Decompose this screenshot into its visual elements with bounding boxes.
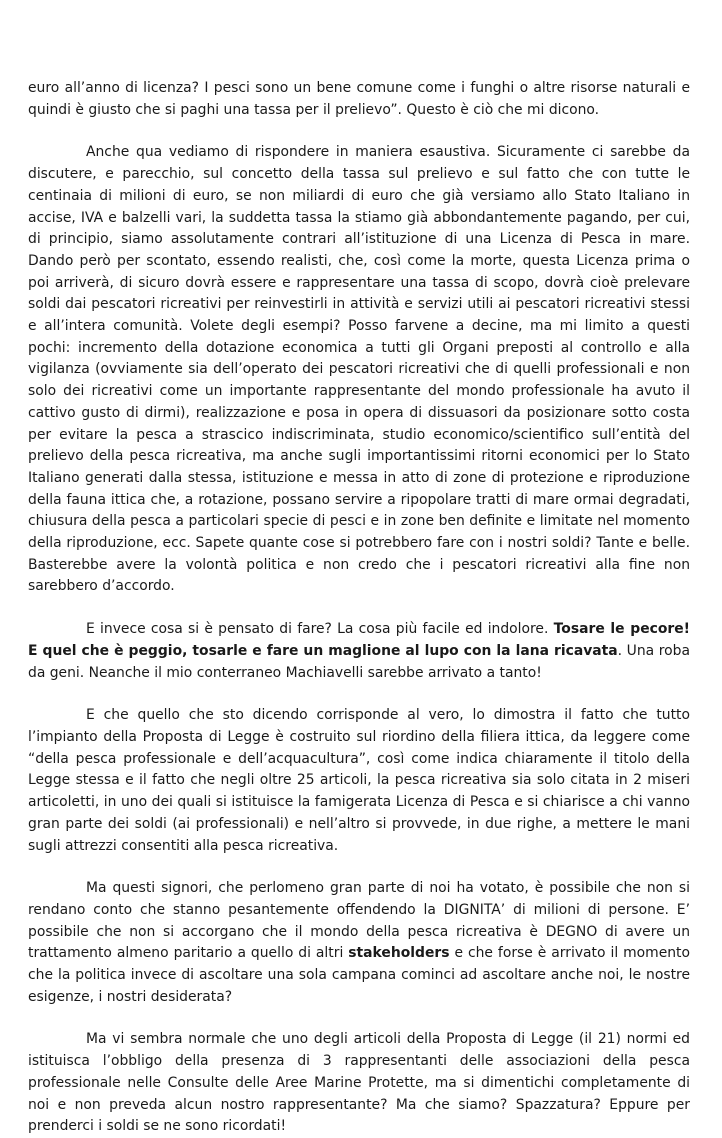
paragraph-p2	[28, 142, 690, 598]
paragraph-p4	[28, 705, 690, 857]
bold-text-run: Tosare le pecore! E quel che è peggio, tosarle e fare un maglione al lupo con la lana ricavata	[28, 621, 691, 659]
text-run: E che quello che sto dicendo corrisponde al vero, lo dimostra il fatto che tutto l’impianto della Proposta di Legge è costruito sul riordino della filiera ittica, da leggere come “della pesca professionale e dell’acquacultura”, così come indica chiaramente il titolo della Legge stessa e il fatto che negli oltre 25 articoli, la pesca ricreativa sia solo citata in 2 miseri articoletti, in uno dei quali si istituisce la famigerata Licenza di Pesca e si chiarisce a chi vanno gran parte dei soldi (ai professionali) e nell’altro si provvede, in due righe, a mettere le mani sugli attrezzi consentiti alla pesca ricreativa.	[28, 707, 690, 854]
text-run: Ma questi signori, che perlomeno gran parte di noi ha votato, è possibile che non si rendano conto che stanno pesantemente offendendo la DIGNITA’ di milioni di persone. E’ possibile che non si accorgano che il mondo della pesca ricreativa è DEGNO di avere un trattamento almeno paritario a quello di altri	[28, 880, 690, 962]
bold-text-run: stakeholders	[348, 945, 450, 962]
text-run: euro all’anno di licenza? I pesci sono un bene comune come i funghi o altre risorse naturali e quindi è giusto che si paghi una tassa per il prelievo”. Questo è ciò che mi dicono.	[28, 80, 690, 118]
paragraph-p6	[28, 1029, 690, 1138]
text-run: E invece cosa si è pensato di fare? La cosa più facile ed indolore.	[86, 621, 554, 638]
text-run: Ma vi sembra normale che uno degli articoli della Proposta di Legge (il 21) normi ed istituisca l’obbligo della presenza di 3 rappresentanti delle associazioni della pesca professionale nelle Consulte delle Aree Marine Protette, ma si dimentichi completamente di noi e non preveda alcun nostro rappresentante? Ma che siamo? Spazzatura? Eppure per prenderci i soldi se ne sono ricordati!	[28, 1031, 690, 1135]
text-run: . Una roba da geni. Neanche il mio conterraneo Machiavelli sarebbe arrivato a tanto!	[28, 642, 690, 681]
paragraph-p1	[28, 78, 690, 121]
text-run: Anche qua vediamo di rispondere in maniera esaustiva. Sicuramente ci sarebbe da discutere, e parecchio, sul concetto della tassa sul prelievo e sul fatto che con tutte le centinaia di milioni di euro, se non miliardi di euro che già versiamo allo Stato Italiano in accise, IVA e balzelli vari, la suddetta tassa la stiamo già abbondantemente pagando, per cui, di principio, siamo assolutamente contrari all’istituzione di una Licenza di Pesca in mare. Dando però per scontato, essendo realisti, che, così come la morte, questa Licenza prima o poi arriverà, di sicuro dovrà essere e rappresentare una tassa di scopo, dovrà cioè prelevare soldi dai pescatori ricreativi per reinvestirli in attività e servizi utili ai pescatori ricreativi stessi e all’intera comunità. Volete degli esempi? Posso farvene a decine, ma mi limito a questi pochi: incremento della dotazione economica a tutti gli Organi preposti al controllo e alla vigilanza (ovviamente sia dell’operato dei pescatori ricreativi che di quelli professionali e non solo dei ricreativi come un importante rappresentante del mondo professionale ha avuto il cattivo gusto di dirmi), realizzazione e posa in opera di dissuasori da posizionare sotto costa per evitare la pesca a strascico indiscriminata, studio economico/scientifico sull’entità del prelievo della pesca ricreativa, ma anche sugli importantissimi ritorni economici per lo Stato Italiano generati dalla stessa, istituzione e messa in atto di zone di protezione e riproduzione della fauna ittica che, a rotazione, possano servire a ripopolare tratti di mare ormai degradati, chiusura della pesca a particolari specie di pesci e in zone ben definite e limitate nel momento della riproduzione, ecc. Sapete quante cose si potrebbero fare con i nostri soldi? Tante e belle. Basterebbe avere la volontà politica e non credo che i pescatori ricreativi alla fine non sarebbero d’accordo.	[28, 144, 690, 595]
text-run: e che forse è arrivato il momento che la politica invece di ascoltare una sola campana cominci ad ascoltare anche noi, le nostre esigenze, i nostri desiderata?	[28, 945, 690, 1005]
paragraph-p3	[28, 619, 690, 684]
paragraph-p5	[28, 878, 690, 1008]
document-body	[28, 78, 690, 1138]
